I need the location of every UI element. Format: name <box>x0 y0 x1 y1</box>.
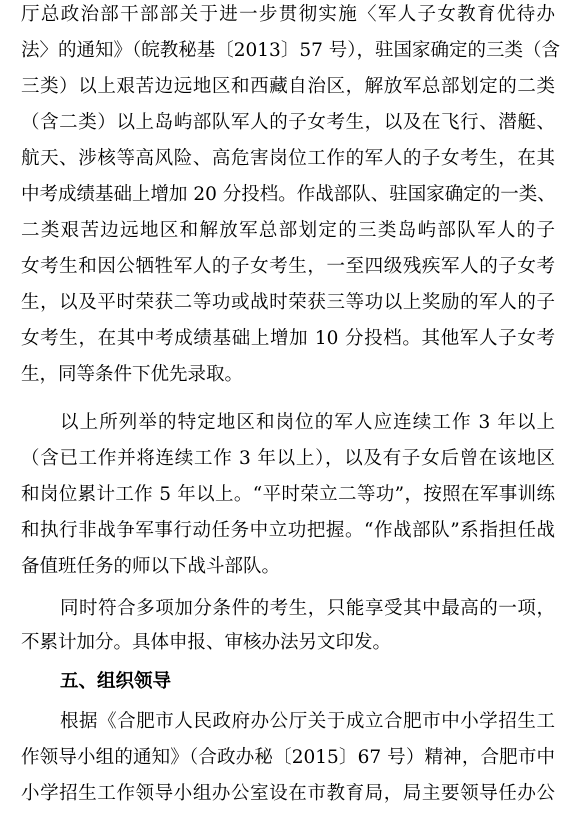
paragraph-1-line-8: 女考生和因公牺牲军人的子女考生，一至四级残疾军人的子女考 <box>21 256 555 277</box>
paragraph-4-line-2: 作领导小组的通知》（合政办秘〔2015〕67 号）精神，合肥市中 <box>21 747 555 768</box>
paragraph-1-line-10: 女考生，在其中考成绩基础上增加 10 分投档。其他军人子女考 <box>21 328 555 349</box>
paragraph-2-line-1: 以上所列举的特定地区和岗位的军人应连续工作 3 年以上 <box>60 412 555 433</box>
paragraph-2-line-4: 和执行非战争军事行动任务中立功把握。“作战部队”系指担任战 <box>21 520 555 541</box>
paragraph-3-line-2: 不累计加分。具体申报、审核办法另文印发。 <box>21 632 392 653</box>
paragraph-1-line-7: 二类艰苦边远地区和解放军总部划定的三类岛屿部队军人的子 <box>21 220 555 241</box>
paragraph-4-line-3: 小学招生工作领导小组办公室设在市教育局，局主要领导任办公 <box>21 783 555 804</box>
paragraph-1-line-11: 生，同等条件下优先录取。 <box>21 364 244 385</box>
section-heading: 五、组织领导 <box>60 671 172 692</box>
paragraph-1-line-1: 厅总政治部干部部关于进一步贯彻实施〈军人子女教育优待办 <box>21 4 555 25</box>
paragraph-2-line-5: 备值班任务的师以下战斗部队。 <box>21 556 281 577</box>
paragraph-2-line-2: （含已工作并将连续工作 3 年以上），以及有子女后曾在该地区 <box>21 448 555 469</box>
paragraph-1-line-3: 三类）以上艰苦边远地区和西藏自治区，解放军总部划定的二类 <box>21 76 555 97</box>
paragraph-1-line-6: 中考成绩基础上增加 20 分投档。作战部队、驻国家确定的一类、 <box>21 184 556 205</box>
paragraph-2-line-3: 和岗位累计工作 5 年以上。“平时荣立二等功”，按照在军事训练 <box>21 484 555 505</box>
paragraph-1-line-5: 航天、涉核等高风险、高危害岗位工作的军人的子女考生，在其 <box>21 148 555 169</box>
paragraph-1-line-9: 生，以及平时荣获二等功或战时荣获三等功以上奖励的军人的子 <box>21 292 555 313</box>
paragraph-1-line-4: （含二类）以上岛屿部队军人的子女考生，以及在飞行、潜艇、 <box>21 112 555 133</box>
paragraph-1-line-2: 法〉的通知》（皖教秘基〔2013〕57 号），驻国家确定的三类（含 <box>21 40 561 61</box>
paragraph-4-line-1: 根据《合肥市人民政府办公厅关于成立合肥市中小学招生工 <box>60 711 555 732</box>
paragraph-3-line-1: 同时符合多项加分条件的考生，只能享受其中最高的一项， <box>60 598 555 619</box>
